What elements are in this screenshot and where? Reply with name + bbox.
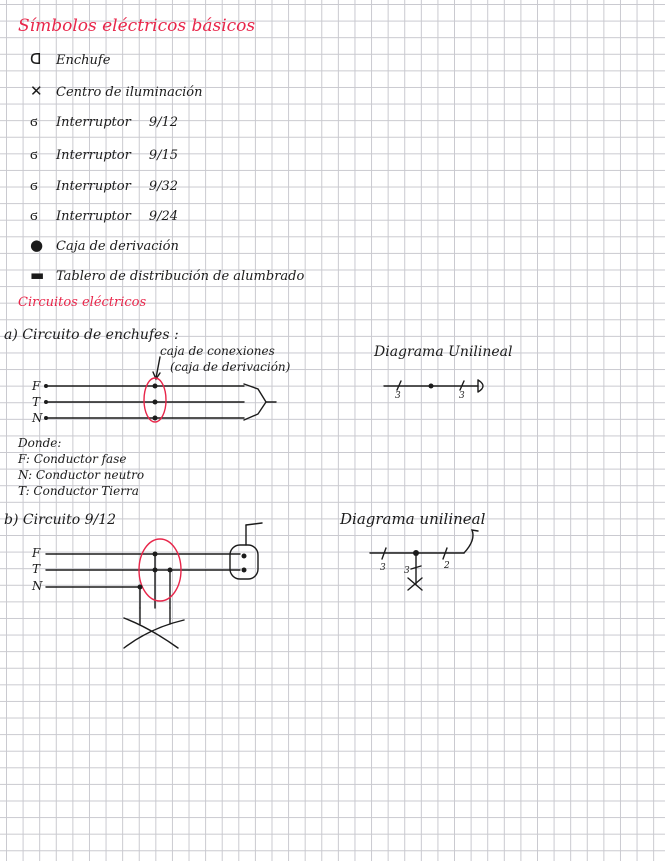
switch-9-32-icon: ϭ xyxy=(30,176,38,194)
diagram-b-mark-2: 3 xyxy=(404,566,410,576)
distribution-board-icon: ▬ xyxy=(30,266,45,284)
legend-item-neutral: N: Conductor neutro xyxy=(18,468,145,482)
symbol-code: 9/15 xyxy=(148,148,179,163)
legend-title: Donde: xyxy=(18,436,62,450)
circuit-a-label: a) Circuito de enchufes : xyxy=(4,327,179,343)
diagram-a-mark-1: 3 xyxy=(395,391,401,401)
circuits-heading: Circuitos eléctricos xyxy=(18,295,147,310)
diagram-b-mark-1: 3 xyxy=(380,563,386,573)
legend-item-phase: F: Conductor fase xyxy=(18,452,127,466)
page-title: Símbolos eléctricos básicos xyxy=(18,16,256,36)
wire-label-n: N xyxy=(32,411,43,425)
wire-label-f: F xyxy=(32,379,41,393)
diagram-b-title: Diagrama unilineal xyxy=(340,510,486,528)
circuit-a-annotation-2: (caja de derivación) xyxy=(170,360,291,374)
symbol-code: 9/12 xyxy=(148,115,179,130)
wire-label-t: T xyxy=(32,395,41,409)
lighting-center-icon: ✕ xyxy=(30,82,43,100)
wire-label-t-b: T xyxy=(32,562,41,576)
symbol-label: Centro de iluminación xyxy=(56,85,203,100)
symbol-label: Interruptor xyxy=(56,209,131,224)
diagram-b-mark-3: 2 xyxy=(444,561,450,571)
symbol-label: Enchufe xyxy=(56,53,111,68)
symbol-label: Tablero de distribución de alumbrado xyxy=(56,269,305,284)
symbol-label: Caja de derivación xyxy=(56,239,179,254)
circuit-b-wires xyxy=(46,523,262,648)
wire-label-n-b: N xyxy=(32,579,43,593)
diagram-a-title: Diagrama Unilineal xyxy=(374,344,513,360)
outlet-symbol-icon: ᗡ xyxy=(30,50,42,68)
switch-9-24-icon: ϭ xyxy=(30,206,38,224)
symbol-label: Interruptor xyxy=(56,115,131,130)
diagram-a-mark-2: 3 xyxy=(459,391,465,401)
circuit-a-wires xyxy=(46,384,276,420)
wire-label-f-b: F xyxy=(32,546,41,560)
circuit-a-annotation-1: caja de conexiones xyxy=(160,344,275,358)
switch-9-15-icon: ϭ xyxy=(30,145,38,163)
junction-box-icon: ● xyxy=(30,236,44,254)
switch-9-12-icon: ϭ xyxy=(30,112,38,130)
diagram-b-line xyxy=(370,530,478,590)
symbol-code: 9/32 xyxy=(148,179,179,194)
symbol-code: 9/24 xyxy=(148,209,179,224)
legend-item-ground: T: Conductor Tierra xyxy=(18,484,139,498)
symbol-label: Interruptor xyxy=(56,179,131,194)
symbol-label: Interruptor xyxy=(56,148,131,163)
circuit-b-label: b) Circuito 9/12 xyxy=(4,512,117,528)
